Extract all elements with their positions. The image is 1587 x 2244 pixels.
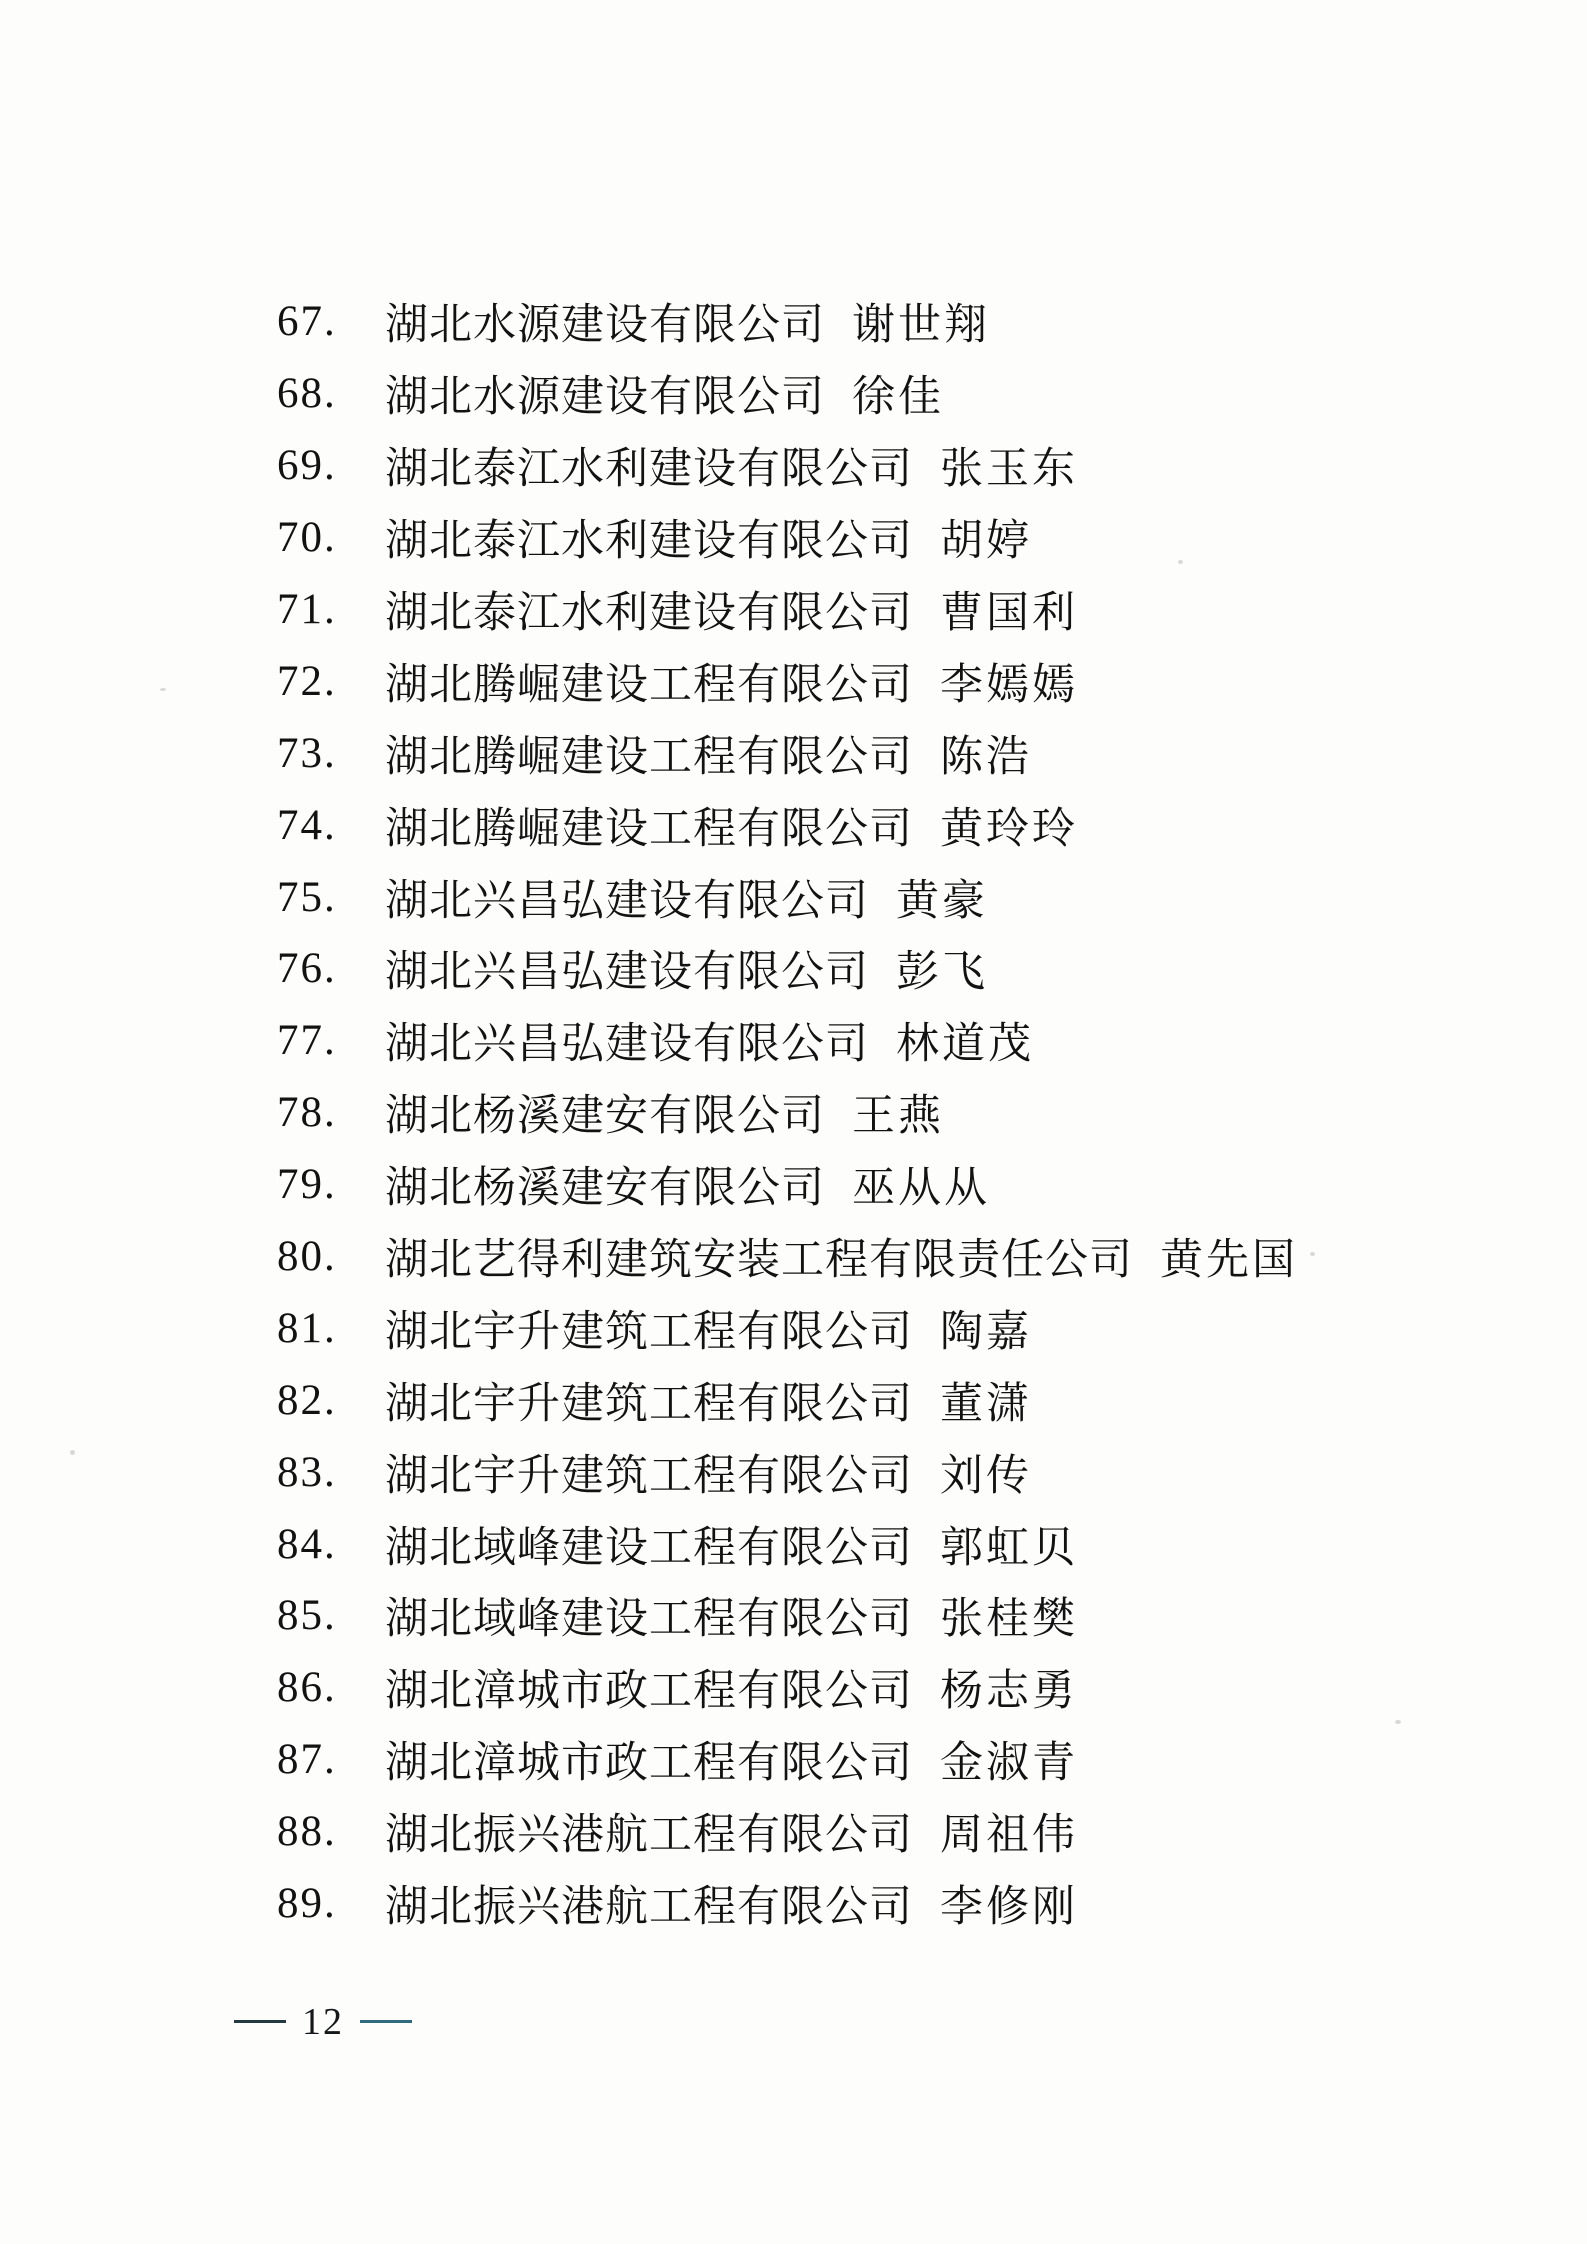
company-name: 湖北域峰建设工程有限公司	[385, 1524, 913, 1572]
person-name: 李修刚	[940, 1884, 1078, 1932]
item-number: 77.	[277, 1017, 337, 1065]
person-name: 周祖伟	[940, 1812, 1078, 1860]
person-name: 谢世翔	[852, 302, 990, 350]
list-item	[0, 1292, 1587, 1364]
item-number: 82.	[277, 1376, 337, 1424]
item-number: 88.	[277, 1808, 337, 1856]
company-name: 湖北域峰建设工程有限公司	[385, 1596, 913, 1644]
footer-right-dash	[360, 2020, 412, 2023]
item-number: 78.	[277, 1089, 337, 1137]
person-name: 张桂樊	[940, 1596, 1078, 1644]
list-item	[0, 1005, 1587, 1077]
company-name: 湖北腾崛建设工程有限公司	[385, 733, 913, 781]
item-number: 81.	[277, 1304, 337, 1352]
company-name: 湖北漳城市政工程有限公司	[385, 1740, 913, 1788]
scan-speckle	[160, 688, 166, 691]
person-name: 黄玲玲	[940, 805, 1078, 853]
company-name: 湖北兴昌弘建设有限公司	[385, 949, 869, 997]
list-item	[0, 1508, 1587, 1580]
list-item	[0, 286, 1587, 358]
person-name: 张玉东	[940, 446, 1078, 494]
person-name: 李嫣嫣	[940, 661, 1078, 709]
person-name: 陶嘉	[940, 1308, 1032, 1356]
list-item	[0, 1724, 1587, 1796]
person-name: 巫从从	[852, 1165, 990, 1213]
person-name: 金淑青	[940, 1740, 1078, 1788]
company-name: 湖北宇升建筑工程有限公司	[385, 1380, 913, 1428]
item-number: 84.	[277, 1520, 337, 1568]
item-number: 71.	[277, 586, 337, 633]
item-number: 70.	[277, 514, 337, 562]
list-item	[0, 502, 1587, 574]
person-name: 黄豪	[896, 877, 988, 925]
list-item	[0, 1652, 1587, 1724]
person-name: 郭虹贝	[940, 1524, 1078, 1572]
company-name: 湖北泰江水利建设有限公司	[385, 446, 913, 494]
list-item	[0, 1077, 1587, 1149]
company-name: 湖北泰江水利建设有限公司	[385, 518, 913, 566]
company-name: 湖北振兴港航工程有限公司	[385, 1884, 913, 1932]
company-name: 湖北泰江水利建设有限公司	[385, 590, 913, 637]
item-number: 72.	[277, 657, 337, 705]
page-number: 12	[302, 2001, 344, 2043]
item-number: 73.	[277, 729, 337, 777]
item-number: 69.	[277, 442, 337, 490]
company-name: 湖北杨溪建安有限公司	[385, 1165, 825, 1213]
person-name: 曹国利	[940, 590, 1078, 637]
list-item	[0, 645, 1587, 717]
scan-speckle	[70, 1450, 75, 1455]
item-number: 75.	[277, 873, 337, 921]
member-list	[0, 286, 1587, 1939]
item-number: 67.	[277, 298, 337, 346]
company-name: 湖北杨溪建安有限公司	[385, 1093, 825, 1141]
company-name: 湖北水源建设有限公司	[385, 374, 825, 422]
person-name: 胡婷	[940, 518, 1032, 566]
list-item	[0, 1796, 1587, 1868]
person-name: 黄先国	[1160, 1237, 1298, 1285]
list-item	[0, 1580, 1587, 1652]
item-number: 76.	[277, 945, 337, 993]
list-item	[0, 1149, 1587, 1221]
list-item	[0, 1868, 1587, 1940]
item-number: 85.	[277, 1592, 337, 1640]
company-name: 湖北振兴港航工程有限公司	[385, 1812, 913, 1860]
company-name: 湖北腾崛建设工程有限公司	[385, 661, 913, 709]
item-number: 74.	[277, 801, 337, 849]
person-name: 陈浩	[940, 733, 1032, 781]
company-name: 湖北漳城市政工程有限公司	[385, 1668, 913, 1716]
person-name: 董潇	[940, 1380, 1032, 1428]
list-item	[0, 574, 1587, 646]
list-item	[0, 1221, 1587, 1293]
item-number: 83.	[277, 1448, 337, 1496]
scan-speckle	[1178, 560, 1183, 564]
list-item	[0, 717, 1587, 789]
scan-speckle	[1395, 1720, 1401, 1724]
company-name: 湖北宇升建筑工程有限公司	[385, 1308, 913, 1356]
list-item	[0, 1436, 1587, 1508]
company-name: 湖北兴昌弘建设有限公司	[385, 877, 869, 925]
list-item	[0, 861, 1587, 933]
list-item	[0, 1364, 1587, 1436]
item-number: 79.	[277, 1161, 337, 1209]
list-item	[0, 933, 1587, 1005]
company-name: 湖北腾崛建设工程有限公司	[385, 805, 913, 853]
person-name: 王燕	[852, 1093, 944, 1141]
list-item	[0, 430, 1587, 502]
company-name: 湖北水源建设有限公司	[385, 302, 825, 350]
item-number: 68.	[277, 370, 337, 418]
item-number: 80.	[277, 1233, 337, 1281]
scan-speckle	[1310, 1252, 1315, 1256]
company-name: 湖北兴昌弘建设有限公司	[385, 1021, 869, 1069]
person-name: 刘传	[940, 1452, 1032, 1500]
company-name: 湖北艺得利建筑安装工程有限责任公司	[385, 1237, 1133, 1285]
person-name: 林道茂	[896, 1021, 1034, 1069]
company-name: 湖北宇升建筑工程有限公司	[385, 1452, 913, 1500]
person-name: 杨志勇	[940, 1668, 1078, 1716]
item-number: 86.	[277, 1664, 337, 1712]
footer-left-dash	[234, 2020, 286, 2023]
item-number: 87.	[277, 1736, 337, 1784]
item-number: 89.	[277, 1880, 337, 1928]
list-item	[0, 789, 1587, 861]
list-item	[0, 358, 1587, 430]
person-name: 彭飞	[896, 949, 988, 997]
person-name: 徐佳	[852, 374, 944, 422]
page-footer	[218, 2001, 428, 2041]
